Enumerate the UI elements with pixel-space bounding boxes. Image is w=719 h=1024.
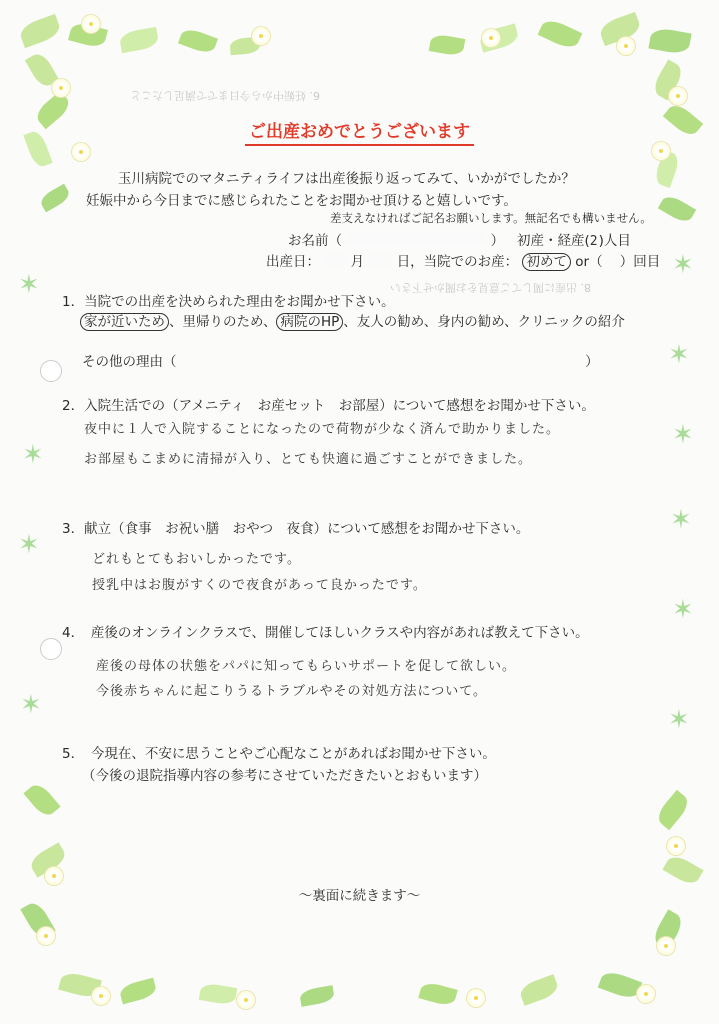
or-label: or（ (575, 254, 603, 270)
name-label: お名前（ (288, 233, 342, 249)
question-5-subtitle: （今後の退院指導内容の参考にさせていただきたいとおもいます） (82, 768, 487, 784)
name-close: ） (490, 233, 505, 249)
option-home-near-circled[interactable]: 家が近いため (80, 313, 169, 331)
question-3-answer-2: 授乳中はお腹がすくので夜食があって良かったです。 (92, 578, 427, 593)
question-5-title: 5． 今現在、不安に思うことやご心配なことがあればお聞かせ下さい。 (62, 746, 496, 762)
reverse-side-ghost-text: 6. 妊娠中から今日までで満足したこと (130, 89, 320, 102)
birth-row (266, 250, 660, 270)
question-2-answer-1: 夜中に１人で入院することになったので荷物が少なく済んで助かりました。 (84, 422, 561, 437)
question-1-options (80, 310, 625, 330)
option-others[interactable]: 、友人の勧め、身内の勧め、クリニックの紹介 (343, 314, 625, 330)
first-time-option-circled[interactable]: 初めて (522, 253, 571, 271)
question-4-answer-2: 今後赤ちゃんに起こりうるトラブルやその対処方法について。 (96, 684, 487, 699)
day-label: 日，当院でのお産： (396, 254, 519, 270)
question-2-title: 2．入院生活での（アメニティ お産セット お部屋）について感想をお聞かせ下さい。 (62, 398, 595, 414)
month-label: 月 (350, 254, 365, 270)
birth-month-field[interactable] (324, 252, 346, 266)
page-title: ご出産おめでとうございます (0, 117, 719, 142)
question-4-title: 4． 産後のオンラインクラスで、開催してほしいクラスや内容があれば教えて下さい。 (62, 625, 589, 641)
question-4-answer-1: 産後の母体の状態をパパに知ってもらいサポートを促して欲しい。 (96, 659, 517, 674)
other-reason-label: その他の理由（ (82, 354, 177, 370)
reverse-side-ghost-text: 8. 出産に関してご意見をお聞かせ下さい (390, 281, 591, 294)
question-1-other (82, 350, 599, 370)
punch-hole (40, 638, 62, 660)
leaf-border-decoration: ✶ ✶ ✶ ✶ ✶ ✶ ✶ ✶ ✶ ✶ (0, 0, 719, 1024)
question-1-title: 1．当院での出産を決められた理由をお聞かせ下さい。 (62, 294, 395, 310)
other-reason-close: ） (585, 354, 599, 370)
question-3-answer-1: どれもとてもおいしかったです。 (92, 552, 301, 567)
parity-suffix: 人目 (603, 233, 631, 249)
option-hometown[interactable]: 、里帰りのため、 (169, 314, 277, 330)
anonymous-note: 差支えなければご記名お願いします。無記名でも構いません。 (330, 211, 652, 225)
birth-day-field[interactable] (368, 252, 392, 266)
punch-hole (40, 360, 62, 382)
times-label: ）回目 (619, 254, 661, 270)
name-row: お名前（ ） 初産・経産(2)人目 (288, 233, 631, 249)
question-3-title: 3．献立（食事 お祝い膳 おやつ 夜食）について感想をお聞かせ下さい。 (62, 521, 530, 537)
parity-count: 2 (589, 234, 599, 249)
intro-line-1: 玉川病院でのマタニティライフは出産後振り返ってみて、いかがでしたか？ (118, 171, 575, 187)
question-2-answer-2: お部屋もこまめに清掃が入り、とても快適に過ごすことができました。 (84, 452, 533, 467)
option-hospital-hp-circled[interactable]: 病院のHP (276, 313, 343, 331)
continued-on-back: ～裏面に続きます～ (298, 888, 421, 904)
birth-label: 出産日： (266, 254, 320, 270)
name-field[interactable] (346, 231, 486, 245)
intro-line-2: 妊娠中から今日までに感じられたことをお聞かせ頂けると嬉しいです。 (86, 193, 517, 209)
parity-label: 初産・経産 (516, 233, 585, 249)
